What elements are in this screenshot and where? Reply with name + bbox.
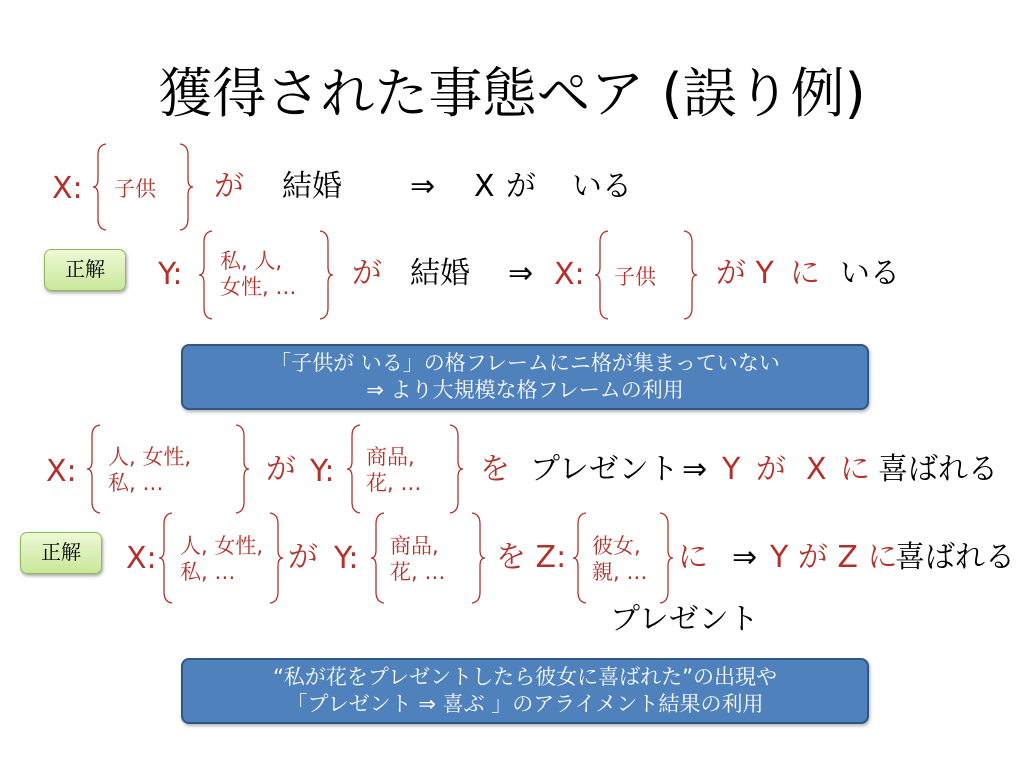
particle-wo-z: を Z:: [496, 540, 567, 575]
list-line: 私, …: [108, 471, 164, 495]
result-x: X: [474, 169, 495, 204]
list-y: [366, 444, 421, 496]
brace-open: [198, 230, 214, 320]
note-line: “私が花をプレゼントしたら彼女に喜ばれた”の出現や: [273, 665, 777, 689]
list-line: 私, 人,: [220, 249, 283, 273]
brace-close: [234, 424, 250, 514]
list-line: 女性, …: [220, 275, 297, 299]
list-line: 人, 女性,: [108, 445, 192, 469]
particle-ga: が: [266, 452, 296, 487]
list-x: [108, 444, 191, 496]
arrow: ⇒: [508, 256, 534, 291]
particle-ga-y: が Y: [716, 256, 774, 291]
brace-close: [470, 512, 486, 604]
result-y: Y: [722, 452, 741, 487]
list-y: [220, 248, 296, 300]
correct-badge: 正解: [20, 532, 102, 574]
list-line: 商品,: [390, 534, 439, 558]
arrow: ⇒: [682, 452, 708, 487]
particle-ni: に: [790, 256, 820, 291]
brace-close: [658, 512, 674, 604]
particle-ga: が: [288, 540, 318, 575]
particle-wo: を: [480, 452, 510, 487]
list-x: 子供: [614, 265, 656, 289]
arrow: ⇒: [410, 169, 436, 204]
brace-close: [682, 230, 698, 320]
result-verb: 喜ばれる: [895, 540, 1015, 575]
list-x: [180, 533, 263, 585]
particle-ga: が: [214, 169, 244, 204]
brace-close: [178, 143, 194, 231]
list-line: 人, 女性,: [180, 534, 264, 558]
brace-open: [158, 512, 174, 604]
brace-open: [92, 143, 108, 231]
var-x: X:: [554, 257, 585, 292]
note-box: [181, 658, 869, 724]
list-line: 花, …: [390, 560, 446, 584]
var-x: X:: [126, 541, 157, 576]
result-ga: が: [506, 169, 536, 204]
var-y: Y:: [158, 257, 183, 292]
verb: 結婚: [282, 169, 342, 204]
var-y: Y:: [334, 541, 359, 576]
result-x: X: [806, 452, 827, 487]
brace-open: [594, 230, 610, 320]
slide-title: 獲得された事態ペア (誤り例): [158, 62, 866, 125]
brace-open: [572, 512, 588, 604]
var-x: X:: [52, 171, 83, 206]
note-box: [181, 344, 869, 410]
brace-close: [318, 230, 334, 320]
correct-badge: 正解: [44, 249, 126, 291]
var-x: X:: [46, 454, 77, 489]
list-line: 親, …: [592, 560, 648, 584]
result-verb: 喜ばれる: [878, 452, 998, 487]
brace-open: [86, 424, 102, 514]
note-line: ⇒ より大規模な格フレームの利用: [366, 378, 684, 402]
verb: 結婚: [410, 256, 470, 291]
note-line: 「プレゼント ⇒ 喜ぶ 」のアライメント結果の利用: [286, 692, 764, 716]
brace-open: [370, 512, 386, 604]
brace-open: [346, 424, 362, 514]
arrow: ⇒: [732, 540, 758, 575]
list-line: 私, …: [180, 560, 236, 584]
list-x: 子供: [114, 177, 156, 201]
result-ni: に: [840, 452, 870, 487]
verb-below: プレゼント: [610, 602, 759, 637]
note-line: 「子供が いる」の格フレームにニ格が集まっていない: [270, 351, 780, 375]
result-args: Y が Z に: [770, 540, 898, 575]
list-y: [390, 533, 445, 585]
list-z: [592, 533, 647, 585]
particle-ni: に: [678, 540, 708, 575]
verb: プレゼント: [530, 452, 679, 487]
result-ga: が: [756, 452, 786, 487]
result-verb: いる: [840, 256, 900, 291]
result-verb: いる: [572, 169, 632, 204]
var-y: Y:: [310, 454, 335, 489]
list-line: 彼女,: [592, 534, 641, 558]
list-line: 商品,: [366, 445, 415, 469]
brace-close: [268, 512, 284, 604]
list-line: 花, …: [366, 471, 422, 495]
brace-close: [448, 424, 464, 514]
particle-ga: が: [352, 256, 382, 291]
